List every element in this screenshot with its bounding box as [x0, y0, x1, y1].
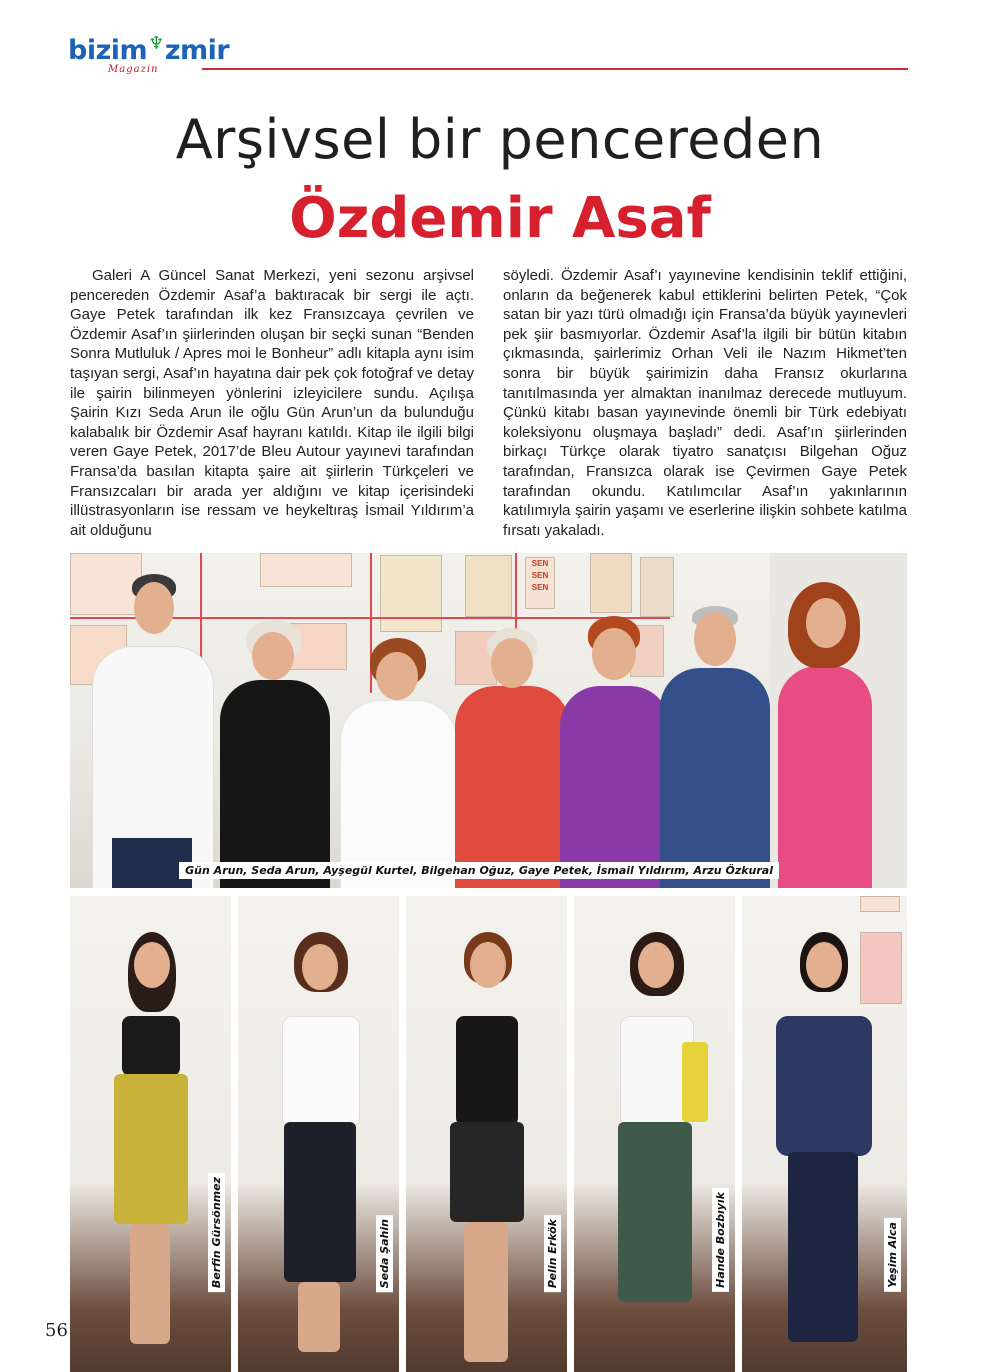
person — [560, 616, 670, 888]
header-divider — [202, 68, 908, 70]
portrait-photo — [70, 896, 231, 1372]
wall-poster — [260, 553, 352, 587]
portrait-name: Seda Şahin — [376, 1215, 393, 1292]
portrait-photo — [742, 896, 907, 1372]
article-column-left: Galeri A Güncel Sanat Merkezi, yeni sezonu arşivsel pencereden Özdemir Asaf’a baktıracak bir sergi ile açtı. Gaye Petek tarafından ilk kez Fransızcaya çevrilen ve Özdemir Asaf’ın şiirlerinden oluşan bir seçki sunan “Benden Sonra Mutluluk / Apres moi le Bonheur” adlı kitapla aynı isim taşıyan sergi, Asaf’ın hayatına dair pek çok fotoğraf ve detay ile şairin bilinmeyen yönlerini izleyicilere sundu. Açılışa Şairin Kızı Seda Arun ile oğlu Gün Arun’un da bulunduğu kalabalık bir Özdemir Asaf hayranı katıldı. Kitap ile ilgili bilgi veren Gaye Petek, 2017’de Bleu Autour yayınevi tarafından Fransa’da basılan kitapta şaire ait şiirlerin Türkçeleri ve Fransızcaları bir arada yer aldığını ve kitap içerisindeki illüstrasyonların ise ressam ve heykeltıraş İsmail Yıldırım’a ait olduğunu — [70, 267, 474, 539]
article-title-line-2: Özdemir Asaf — [289, 186, 711, 251]
group-photo-caption: Gün Arun, Seda Arun, Ayşegül Kurtel, Bilgehan Oğuz, Gaye Petek, İsmail Yıldırım, Arzu Özkural — [179, 862, 779, 879]
person — [340, 638, 455, 888]
wall-poster — [380, 555, 442, 632]
portrait-photo — [406, 896, 567, 1372]
person — [268, 932, 368, 1372]
person — [762, 932, 882, 1372]
person — [604, 932, 704, 1372]
article-title-line-1: Arşivsel bir pencereden — [175, 108, 825, 171]
wall-poster — [590, 553, 632, 613]
wall-poster — [860, 896, 900, 912]
person — [100, 932, 200, 1372]
article-column-right: söyledi. Özdemir Asaf’ı yayınevine kendisinin teklif ettiğini, onların da beğenerek kabul ettiklerini belirten Petek, “Çok satan bir yazı türü olmadığı için Fransa’da büyük yayınevleri pek şiir basmıyorlar. Özdemir Asaf’la ilgili bir bütün kitabın çıkmasında, şairlerimiz Orhan Veli ile Nazım Hikmet’ten sonra bir büyük şairimizin daha Fransız okurlarına tanıtılmasında yer almaktan inanılmaz derecede mutluyum. Çünkü kitabı basan yayınevinde önemli bir Türk edebiyatı koleksiyonu oluşmaya başladı” dedi. Asaf’ın şiirlerinden birkaçı Türkçe olarak tiyatro sanatçısı Bilgehan Oğuz tarafından, Fransızca olarak ise Çevirmen Gaye Petek tarafından okundu. Katılımcılar Asaf’ın yakınlarının katılımıyla şairin yaşamı ve eserlerine ilişkin sohbete katılma fırsatı yakaladı. — [503, 267, 907, 539]
palm-icon: ♆ — [148, 33, 164, 54]
group-photo — [70, 553, 907, 888]
magazine-header — [68, 30, 908, 80]
portrait-name: Hande Bozbıyık — [712, 1188, 729, 1292]
wall-poster — [465, 555, 512, 617]
person — [92, 568, 212, 888]
logo-subtitle: Magazin — [108, 64, 159, 75]
portrait-photo — [574, 896, 735, 1372]
page-number: 56 — [45, 1320, 68, 1341]
person — [455, 626, 570, 888]
portrait-photo — [238, 896, 399, 1372]
logo-part-1: bizim — [68, 35, 148, 66]
sen-poster: SEN SEN SEN — [525, 557, 555, 609]
person — [770, 582, 880, 888]
person — [436, 932, 536, 1372]
logo-part-2: zmir — [164, 35, 230, 66]
portrait-name: Berfin Gürsönmez — [208, 1173, 225, 1292]
portrait-name: Pelin Erkök — [544, 1215, 561, 1292]
portrait-name: Yeşim Alca — [884, 1218, 901, 1292]
person — [220, 620, 330, 888]
person — [660, 602, 770, 888]
